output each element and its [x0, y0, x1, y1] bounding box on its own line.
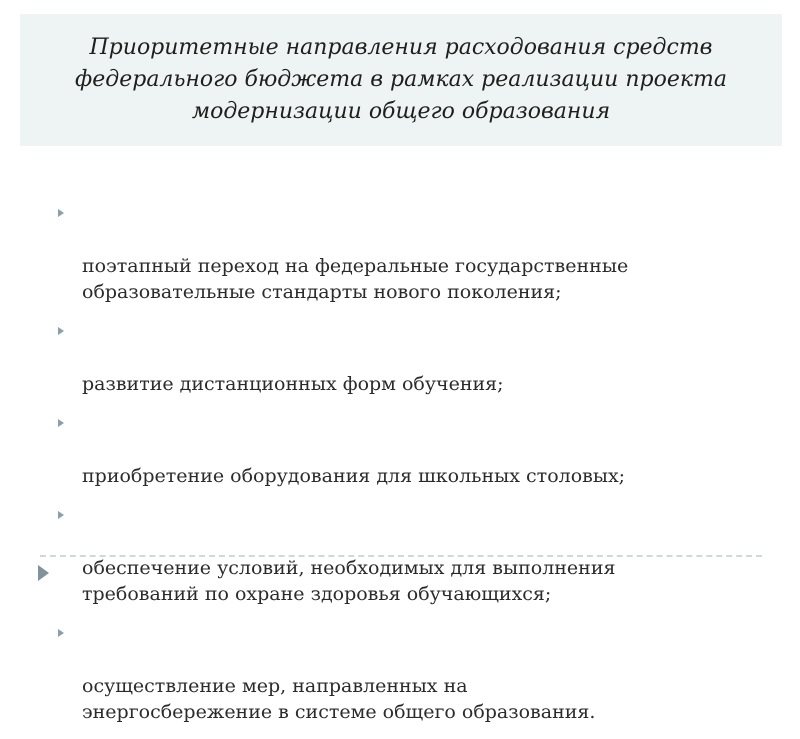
triangle-right-icon: [58, 629, 64, 637]
triangle-right-icon: [58, 419, 64, 427]
footer-divider: [40, 555, 762, 557]
bullet-item: [58, 621, 778, 725]
bullet-text: развитие дистанционных форм обучения;: [82, 373, 504, 395]
play-arrow-icon[interactable]: [38, 565, 49, 581]
triangle-right-icon: [58, 327, 64, 335]
bullet-list: [58, 201, 778, 739]
triangle-right-icon: [58, 511, 64, 519]
bullet-text: обеспечение условий, необходимых для выполнения требований по охране здоровья обучающихся;: [82, 557, 616, 605]
title-box: [20, 14, 782, 146]
triangle-right-icon: [58, 209, 64, 217]
bullet-item: [58, 201, 778, 305]
bullet-item: [58, 319, 778, 397]
bullet-text: поэтапный переход на федеральные государственные образовательные стандарты нового поколения;: [82, 255, 629, 303]
bullet-text: осуществление мер, направленных на энергосбережение в системе общего образования.: [82, 675, 596, 723]
bullet-text: приобретение оборудования для школьных столовых;: [82, 465, 626, 487]
slide-title: Приоритетные направления расходования средств федерального бюджета в рамках реализации проекта модернизации общего образования: [75, 35, 727, 124]
bullet-item: [58, 411, 778, 489]
